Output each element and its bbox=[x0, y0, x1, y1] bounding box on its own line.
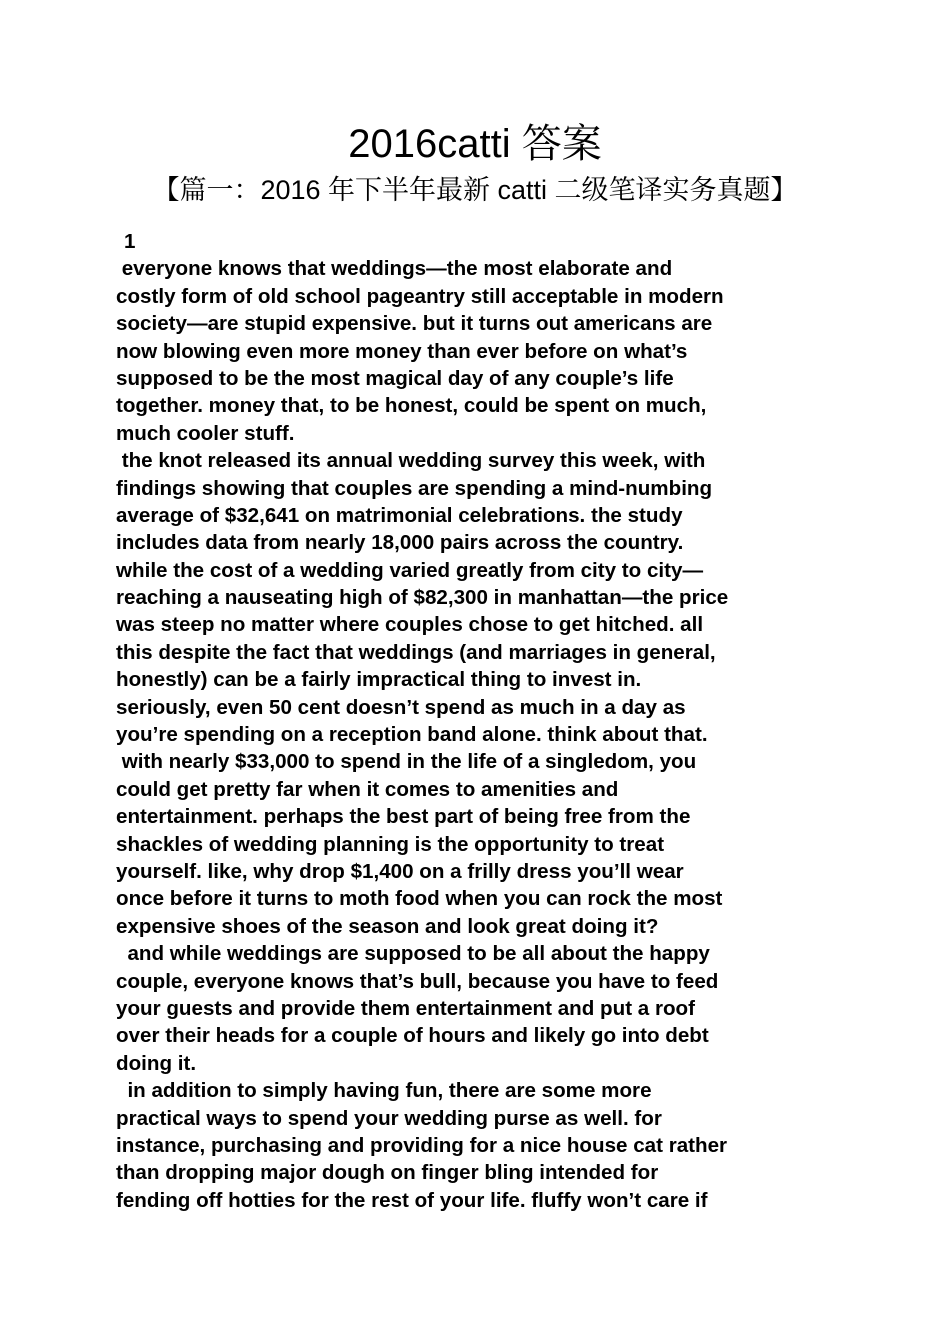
section-number: 1 bbox=[124, 230, 136, 253]
body-line: your guests and provide them entertainment and put a roof bbox=[116, 996, 695, 1020]
body-line: couple, everyone knows that’s bull, because you have to feed bbox=[116, 969, 719, 993]
body-line: the knot released its annual wedding survey this week, with bbox=[116, 449, 706, 473]
body-line: everyone knows that weddings—the most elaborate and bbox=[116, 257, 673, 281]
body-line: together. money that, to be honest, could be spent on much, bbox=[116, 394, 707, 418]
body-line: now blowing even more money than ever before on what’s bbox=[116, 339, 688, 363]
body-line: honestly) can be a fairly impractical thing to invest in. bbox=[116, 668, 642, 692]
document-title: 2016catti 答案 bbox=[348, 122, 602, 166]
body-line: practical ways to spend your wedding purse as well. for bbox=[116, 1106, 662, 1130]
body-line: reaching a nauseating high of $82,300 in manhattan—the price bbox=[116, 586, 729, 610]
body-line: instance, purchasing and providing for a nice house cat rather bbox=[116, 1133, 728, 1157]
body-line: seriously, even 50 cent doesn’t spend as much in a day as bbox=[116, 695, 686, 719]
body-line: costly form of old school pageantry still acceptable in modern bbox=[116, 284, 724, 308]
body-line: much cooler stuff. bbox=[116, 421, 295, 445]
body-line: and while weddings are supposed to be all about the happy bbox=[116, 942, 710, 966]
body-line: entertainment. perhaps the best part of being free from the bbox=[116, 805, 691, 829]
body-line: you’re spending on a reception band alone. think about that. bbox=[116, 723, 708, 747]
document-body bbox=[116, 228, 846, 1214]
document-subtitle: 【篇一：2016 年下半年最新 catti 二级笔译实务真题】 bbox=[152, 175, 798, 205]
body-line: supposed to be the most magical day of any couple’s life bbox=[116, 366, 674, 390]
body-line: than dropping major dough on finger bling intended for bbox=[116, 1161, 659, 1185]
body-line: society—are stupid expensive. but it turns out americans are bbox=[116, 312, 713, 336]
body-line: could get pretty far when it comes to amenities and bbox=[116, 777, 619, 801]
body-line: fending off hotties for the rest of your life. fluffy won’t care if bbox=[116, 1188, 708, 1212]
body-line: over their heads for a couple of hours and likely go into debt bbox=[116, 1024, 709, 1048]
body-line: in addition to simply having fun, there are some more bbox=[116, 1079, 652, 1103]
body-line: yourself. like, why drop $1,400 on a frilly dress you’ll wear bbox=[116, 859, 684, 883]
body-line: with nearly $33,000 to spend in the life of a singledom, you bbox=[116, 750, 697, 774]
body-line: findings showing that couples are spending a mind-numbing bbox=[116, 476, 713, 500]
body-line: average of $32,641 on matrimonial celebrations. the study bbox=[116, 503, 683, 527]
body-line: was steep no matter where couples chose to get hitched. all bbox=[116, 613, 704, 637]
body-line: while the cost of a wedding varied greatly from city to city— bbox=[116, 558, 704, 582]
body-line: expensive shoes of the season and look great doing it? bbox=[116, 914, 659, 938]
body-line: this despite the fact that weddings (and marriages in general, bbox=[116, 640, 716, 664]
body-line: doing it. bbox=[116, 1051, 197, 1075]
body-line: shackles of wedding planning is the opportunity to treat bbox=[116, 832, 665, 856]
body-line: includes data from nearly 18,000 pairs across the country. bbox=[116, 531, 684, 555]
body-line: once before it turns to moth food when you can rock the most bbox=[116, 887, 723, 911]
